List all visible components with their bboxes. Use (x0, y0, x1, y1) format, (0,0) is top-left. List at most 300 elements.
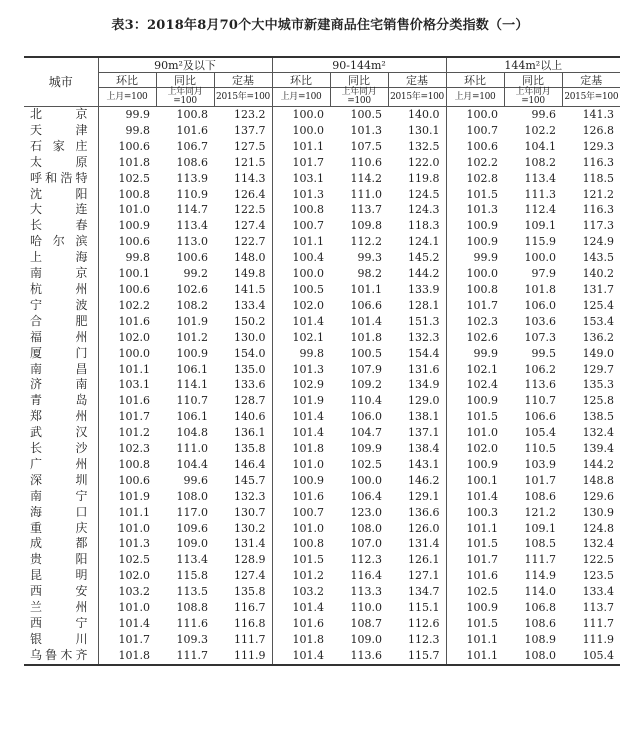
index-value: 114.2 (350, 171, 383, 185)
index-value: 106.7 (176, 139, 208, 153)
index-value: 100.6 (98, 234, 156, 250)
city-name: 杭州 (30, 281, 88, 296)
table-row (24, 393, 620, 409)
index-value: 109.1 (524, 521, 557, 535)
index-value: 106.4 (350, 489, 383, 503)
index-value: 123.2 (234, 108, 266, 121)
index-value: 100.6 (98, 282, 156, 298)
index-value: 101.5 (446, 409, 504, 425)
index-value: 132.3 (234, 489, 266, 503)
city-name: 天津 (30, 122, 88, 137)
group-header-large: 144m²以上 (446, 57, 620, 73)
index-value: 113.5 (176, 585, 208, 599)
index-value: 100.0 (272, 266, 330, 282)
index-value: 101.6 (176, 123, 208, 137)
index-value: 101.5 (272, 552, 330, 568)
index-value: 124.3 (408, 203, 440, 217)
index-value: 101.2 (98, 425, 156, 441)
index-value: 100.6 (98, 473, 156, 489)
index-value: 133.4 (582, 585, 615, 599)
index-value: 144.2 (582, 457, 615, 471)
index-value: 126.8 (582, 123, 615, 137)
index-value: 111.6 (176, 617, 208, 630)
index-value: 108.2 (524, 155, 557, 169)
city-name: 西安 (30, 584, 88, 599)
index-value: 109.0 (176, 537, 208, 551)
index-value: 102.4 (446, 377, 504, 393)
index-value: 116.4 (350, 569, 383, 583)
index-value: 109.8 (350, 219, 383, 233)
index-value: 127.4 (234, 219, 266, 233)
index-value: 121.2 (524, 505, 557, 519)
index-value: 130.0 (234, 330, 266, 344)
index-value: 154.0 (234, 346, 266, 360)
sub-header-fixed: 定基 (562, 73, 620, 88)
index-value: 109.1 (524, 219, 557, 233)
index-value: 138.5 (582, 410, 615, 424)
index-value: 107.3 (524, 330, 557, 344)
index-value: 110.7 (524, 394, 557, 408)
index-value: 127.1 (408, 569, 440, 583)
table-row (24, 616, 620, 632)
table-row (24, 441, 620, 457)
index-value: 101.1 (98, 362, 156, 378)
city-name: 广州 (30, 456, 88, 471)
table-row (24, 123, 620, 139)
table-row (24, 568, 620, 584)
index-value: 101.3 (272, 362, 330, 378)
index-value: 101.8 (98, 648, 156, 665)
table-row (24, 584, 620, 600)
city-name: 上海 (30, 250, 88, 265)
index-value: 99.6 (531, 108, 557, 121)
index-value: 131.7 (582, 282, 615, 296)
index-value: 101.7 (446, 552, 504, 568)
index-value: 99.9 (446, 250, 504, 266)
table-row (24, 266, 620, 282)
city-name: 济南 (30, 377, 88, 392)
index-value: 102.0 (98, 568, 156, 584)
index-value: 140.2 (582, 267, 615, 281)
index-value: 132.3 (408, 330, 440, 344)
index-value: 113.3 (350, 585, 383, 599)
index-value: 101.1 (446, 648, 504, 665)
index-value: 129.1 (408, 489, 440, 503)
index-value: 101.1 (446, 521, 504, 537)
index-value: 128.9 (234, 553, 266, 567)
index-value: 113.4 (176, 219, 208, 233)
city-name: 武汉 (30, 425, 88, 440)
index-value: 116.7 (234, 601, 266, 615)
index-value: 100.8 (98, 187, 156, 203)
city-name: 深圳 (30, 472, 88, 487)
index-value: 137.1 (408, 426, 440, 440)
index-value: 102.5 (98, 171, 156, 187)
table-row (24, 171, 620, 187)
index-value: 108.6 (524, 617, 557, 630)
index-value: 100.9 (446, 234, 504, 250)
city-name: 青岛 (30, 393, 88, 408)
index-value: 129.7 (582, 362, 615, 376)
index-value: 104.1 (524, 139, 557, 153)
index-value: 101.1 (350, 282, 383, 296)
sub-header-mom: 环比 (446, 73, 504, 88)
table-row (24, 346, 620, 362)
index-value: 150.2 (234, 314, 266, 328)
index-value: 106.8 (524, 601, 557, 615)
index-value: 136.1 (234, 426, 266, 440)
index-value: 101.5 (446, 616, 504, 632)
index-value: 129.6 (582, 489, 615, 503)
base-label: 2015年=100 (214, 88, 272, 107)
index-value: 101.3 (446, 202, 504, 218)
city-name: 哈尔滨 (30, 234, 88, 249)
index-value: 122.0 (408, 155, 440, 169)
index-value: 123.5 (582, 569, 615, 583)
index-value: 141.5 (234, 282, 266, 296)
sub-header-fixed: 定基 (214, 73, 272, 88)
index-value: 118.3 (408, 219, 440, 233)
index-value: 110.4 (350, 394, 383, 408)
index-value: 140.0 (408, 108, 440, 121)
city-name: 乌鲁木齐 (24, 648, 98, 665)
city-name: 南京 (30, 266, 88, 281)
base-label: 上年同月=100 (330, 88, 388, 107)
index-value: 141.3 (582, 108, 615, 121)
table-row (24, 425, 620, 441)
index-value: 110.0 (350, 601, 383, 615)
index-value: 100.8 (272, 536, 330, 552)
index-value: 112.3 (350, 553, 383, 567)
base-label: 2015年=100 (388, 88, 446, 107)
sub-header-yoy: 同比 (330, 73, 388, 88)
index-value: 109.0 (350, 632, 383, 646)
table-row (24, 139, 620, 155)
index-value: 111.7 (234, 632, 266, 646)
table-row (24, 298, 620, 314)
city-name: 郑州 (30, 409, 88, 424)
sub-header-yoy: 同比 (156, 73, 214, 88)
index-value: 135.8 (234, 442, 266, 456)
index-value: 102.2 (446, 155, 504, 171)
index-value: 117.0 (176, 505, 208, 519)
table-row (24, 107, 620, 123)
index-value: 139.4 (582, 442, 615, 456)
index-value: 140.6 (234, 410, 266, 424)
index-value: 101.6 (272, 616, 330, 632)
index-value: 112.6 (408, 617, 440, 630)
index-value: 146.2 (408, 473, 440, 487)
index-value: 111.0 (350, 187, 383, 201)
index-value: 99.9 (446, 346, 504, 362)
table-row (24, 202, 620, 218)
index-value: 100.8 (446, 282, 504, 298)
index-value: 112.3 (408, 632, 440, 646)
base-label: 2015年=100 (562, 88, 620, 107)
table-row (24, 314, 620, 330)
index-value: 108.0 (504, 648, 562, 665)
index-value: 102.5 (350, 457, 383, 471)
index-value: 135.3 (582, 378, 615, 392)
index-value: 127.5 (234, 139, 266, 153)
index-value: 99.5 (531, 346, 557, 360)
index-value: 101.1 (272, 139, 330, 155)
city-name: 宁波 (30, 297, 88, 312)
index-value: 97.9 (531, 267, 557, 281)
index-value: 101.3 (272, 187, 330, 203)
index-value: 101.1 (272, 234, 330, 250)
index-value: 100.1 (98, 266, 156, 282)
index-value: 122.5 (234, 203, 266, 217)
index-value: 109.6 (176, 521, 208, 535)
index-value: 127.4 (234, 569, 266, 583)
index-value: 128.7 (234, 394, 266, 408)
index-value: 130.9 (582, 505, 615, 519)
index-value: 124.9 (582, 235, 615, 249)
index-value: 106.1 (176, 410, 208, 424)
index-value: 143.5 (582, 251, 615, 265)
index-value: 114.0 (524, 585, 557, 599)
index-value: 102.6 (176, 282, 208, 296)
index-value: 101.4 (446, 489, 504, 505)
index-value: 126.4 (234, 187, 266, 201)
index-value: 103.2 (272, 584, 330, 600)
index-value: 124.5 (408, 187, 440, 201)
index-value: 104.4 (176, 457, 208, 471)
city-name: 呼和浩特 (30, 170, 88, 185)
index-value: 100.7 (446, 123, 504, 139)
index-value: 151.3 (408, 314, 440, 328)
index-value: 101.2 (176, 330, 208, 344)
index-value: 100.6 (446, 139, 504, 155)
index-value: 99.8 (98, 123, 156, 139)
index-value: 101.5 (446, 536, 504, 552)
index-value: 101.0 (98, 202, 156, 218)
index-value: 113.9 (176, 171, 208, 185)
index-value: 111.7 (156, 648, 214, 665)
index-value: 119.8 (408, 171, 440, 185)
index-value: 131.4 (234, 537, 266, 551)
index-value: 103.2 (98, 584, 156, 600)
index-value: 122.7 (234, 235, 266, 249)
index-value: 135.8 (234, 585, 266, 599)
table-row (24, 409, 620, 425)
city-name: 成都 (30, 536, 88, 551)
index-value: 138.4 (408, 442, 440, 456)
index-value: 107.5 (350, 139, 383, 153)
index-value: 106.6 (350, 298, 383, 312)
index-value: 131.4 (408, 537, 440, 551)
index-value: 111.7 (582, 617, 615, 630)
index-value: 101.3 (350, 123, 383, 137)
index-value: 100.8 (176, 108, 208, 121)
index-value: 101.0 (98, 600, 156, 616)
base-label: 上月=100 (98, 88, 156, 107)
index-value: 102.0 (272, 298, 330, 314)
index-value: 111.9 (582, 632, 615, 646)
table-title: 表3：2018年8月70个大中城市新建商品住宅销售价格分类指数（一） (111, 18, 529, 33)
index-value: 138.1 (408, 410, 440, 424)
index-value: 105.4 (562, 648, 620, 665)
index-value: 101.6 (98, 314, 156, 330)
index-value: 108.7 (350, 617, 383, 630)
group-header-small: 90m²及以下 (98, 57, 272, 73)
index-value: 102.0 (98, 330, 156, 346)
index-value: 103.6 (524, 314, 557, 328)
index-value: 100.0 (524, 251, 557, 265)
table-row (24, 234, 620, 250)
index-value: 105.4 (524, 426, 557, 440)
city-name: 南宁 (30, 488, 88, 503)
index-value: 102.0 (446, 441, 504, 457)
index-value: 107.9 (350, 362, 383, 376)
index-value: 99.8 (98, 250, 156, 266)
index-value: 110.6 (350, 155, 383, 169)
index-value: 101.9 (98, 489, 156, 505)
index-value: 110.7 (176, 394, 208, 408)
index-value: 116.3 (582, 155, 615, 169)
index-value: 102.3 (446, 314, 504, 330)
index-value: 108.0 (350, 521, 383, 535)
index-value: 106.6 (524, 410, 557, 424)
index-value: 104.7 (350, 426, 383, 440)
index-value: 103.1 (272, 171, 330, 187)
city-name: 南昌 (30, 361, 88, 376)
index-value: 101.7 (446, 298, 504, 314)
index-value: 145.2 (408, 251, 440, 265)
index-value: 101.4 (272, 409, 330, 425)
index-value: 134.9 (408, 378, 440, 392)
index-value: 100.5 (350, 346, 383, 360)
index-value: 126.0 (408, 521, 440, 535)
index-value: 113.6 (524, 378, 557, 392)
index-value: 101.0 (98, 521, 156, 537)
index-value: 101.8 (350, 330, 383, 344)
index-value: 131.6 (408, 362, 440, 376)
index-value: 100.6 (98, 139, 156, 155)
index-value: 108.2 (176, 298, 208, 312)
index-value: 113.4 (176, 553, 208, 567)
city-name: 长春 (30, 218, 88, 233)
index-value: 115.7 (388, 648, 446, 665)
index-value: 115.8 (176, 569, 208, 583)
index-value: 100.0 (98, 346, 156, 362)
table-row (24, 552, 620, 568)
table-row (24, 250, 620, 266)
index-value: 98.2 (357, 267, 383, 281)
index-value: 100.9 (272, 473, 330, 489)
index-value: 101.8 (272, 441, 330, 457)
index-value: 135.0 (234, 362, 266, 376)
city-name: 石家庄 (30, 138, 88, 153)
index-value: 100.4 (272, 250, 330, 266)
table-row (24, 632, 620, 648)
index-value: 101.2 (272, 568, 330, 584)
index-value: 102.2 (98, 298, 156, 314)
index-value: 100.9 (446, 600, 504, 616)
index-value: 124.8 (582, 521, 615, 535)
index-value: 108.5 (524, 537, 557, 551)
table-body (24, 107, 620, 665)
index-value: 149.8 (234, 267, 266, 281)
index-value: 100.5 (350, 108, 383, 121)
city-name: 厦门 (30, 345, 88, 360)
index-value: 133.6 (234, 378, 266, 392)
index-value: 103.9 (524, 457, 557, 471)
city-name: 海口 (30, 504, 88, 519)
index-value: 136.6 (408, 505, 440, 519)
sub-header-fixed: 定基 (388, 73, 446, 88)
index-value: 100.8 (272, 202, 330, 218)
index-value: 106.2 (524, 362, 557, 376)
index-value: 101.9 (176, 314, 208, 328)
index-value: 144.2 (408, 267, 440, 281)
city-name: 沈阳 (30, 186, 88, 201)
city-name: 合肥 (30, 313, 88, 328)
index-value: 100.0 (446, 107, 504, 123)
price-index-table (24, 56, 620, 666)
index-value: 100.3 (446, 505, 504, 521)
sub-header-mom: 环比 (98, 73, 156, 88)
index-value: 100.9 (98, 218, 156, 234)
index-value: 99.2 (183, 267, 208, 281)
table-row (24, 377, 620, 393)
table-row (24, 282, 620, 298)
index-value: 101.4 (350, 314, 383, 328)
city-name: 西宁 (30, 616, 88, 630)
index-value: 108.8 (176, 601, 208, 615)
index-value: 101.4 (272, 425, 330, 441)
index-value: 103.1 (98, 377, 156, 393)
index-value: 102.9 (272, 377, 330, 393)
index-value: 148.8 (582, 473, 615, 487)
index-value: 132.4 (582, 537, 615, 551)
index-value: 115.9 (524, 235, 557, 249)
index-value: 154.4 (408, 346, 440, 360)
index-value: 133.9 (408, 282, 440, 296)
index-value: 113.4 (524, 171, 557, 185)
table-row (24, 489, 620, 505)
index-value: 126.1 (408, 553, 440, 567)
index-value: 114.3 (234, 171, 266, 185)
index-value: 123.0 (350, 505, 383, 519)
index-value: 100.9 (176, 346, 208, 360)
index-value: 143.1 (408, 457, 440, 471)
city-column-header: 城市 (24, 57, 98, 107)
index-value: 106.1 (176, 362, 208, 376)
index-value: 101.1 (446, 632, 504, 648)
index-value: 101.9 (272, 393, 330, 409)
index-value: 110.5 (524, 442, 557, 456)
index-value: 100.0 (350, 473, 383, 487)
index-value: 108.6 (524, 489, 557, 503)
index-value: 100.7 (272, 218, 330, 234)
index-value: 114.7 (176, 203, 208, 217)
index-value: 102.2 (524, 123, 557, 137)
index-value: 101.0 (272, 521, 330, 537)
city-name: 大连 (30, 202, 88, 217)
group-header-medium: 90-144m² (272, 57, 446, 73)
table-header (24, 57, 620, 107)
table-row (24, 648, 620, 665)
table-row (24, 187, 620, 203)
index-value: 101.6 (272, 489, 330, 505)
index-value: 102.3 (98, 441, 156, 457)
index-value: 125.4 (582, 298, 615, 312)
index-value: 101.6 (446, 568, 504, 584)
index-value: 112.2 (350, 235, 383, 249)
index-value: 121.2 (582, 187, 615, 201)
